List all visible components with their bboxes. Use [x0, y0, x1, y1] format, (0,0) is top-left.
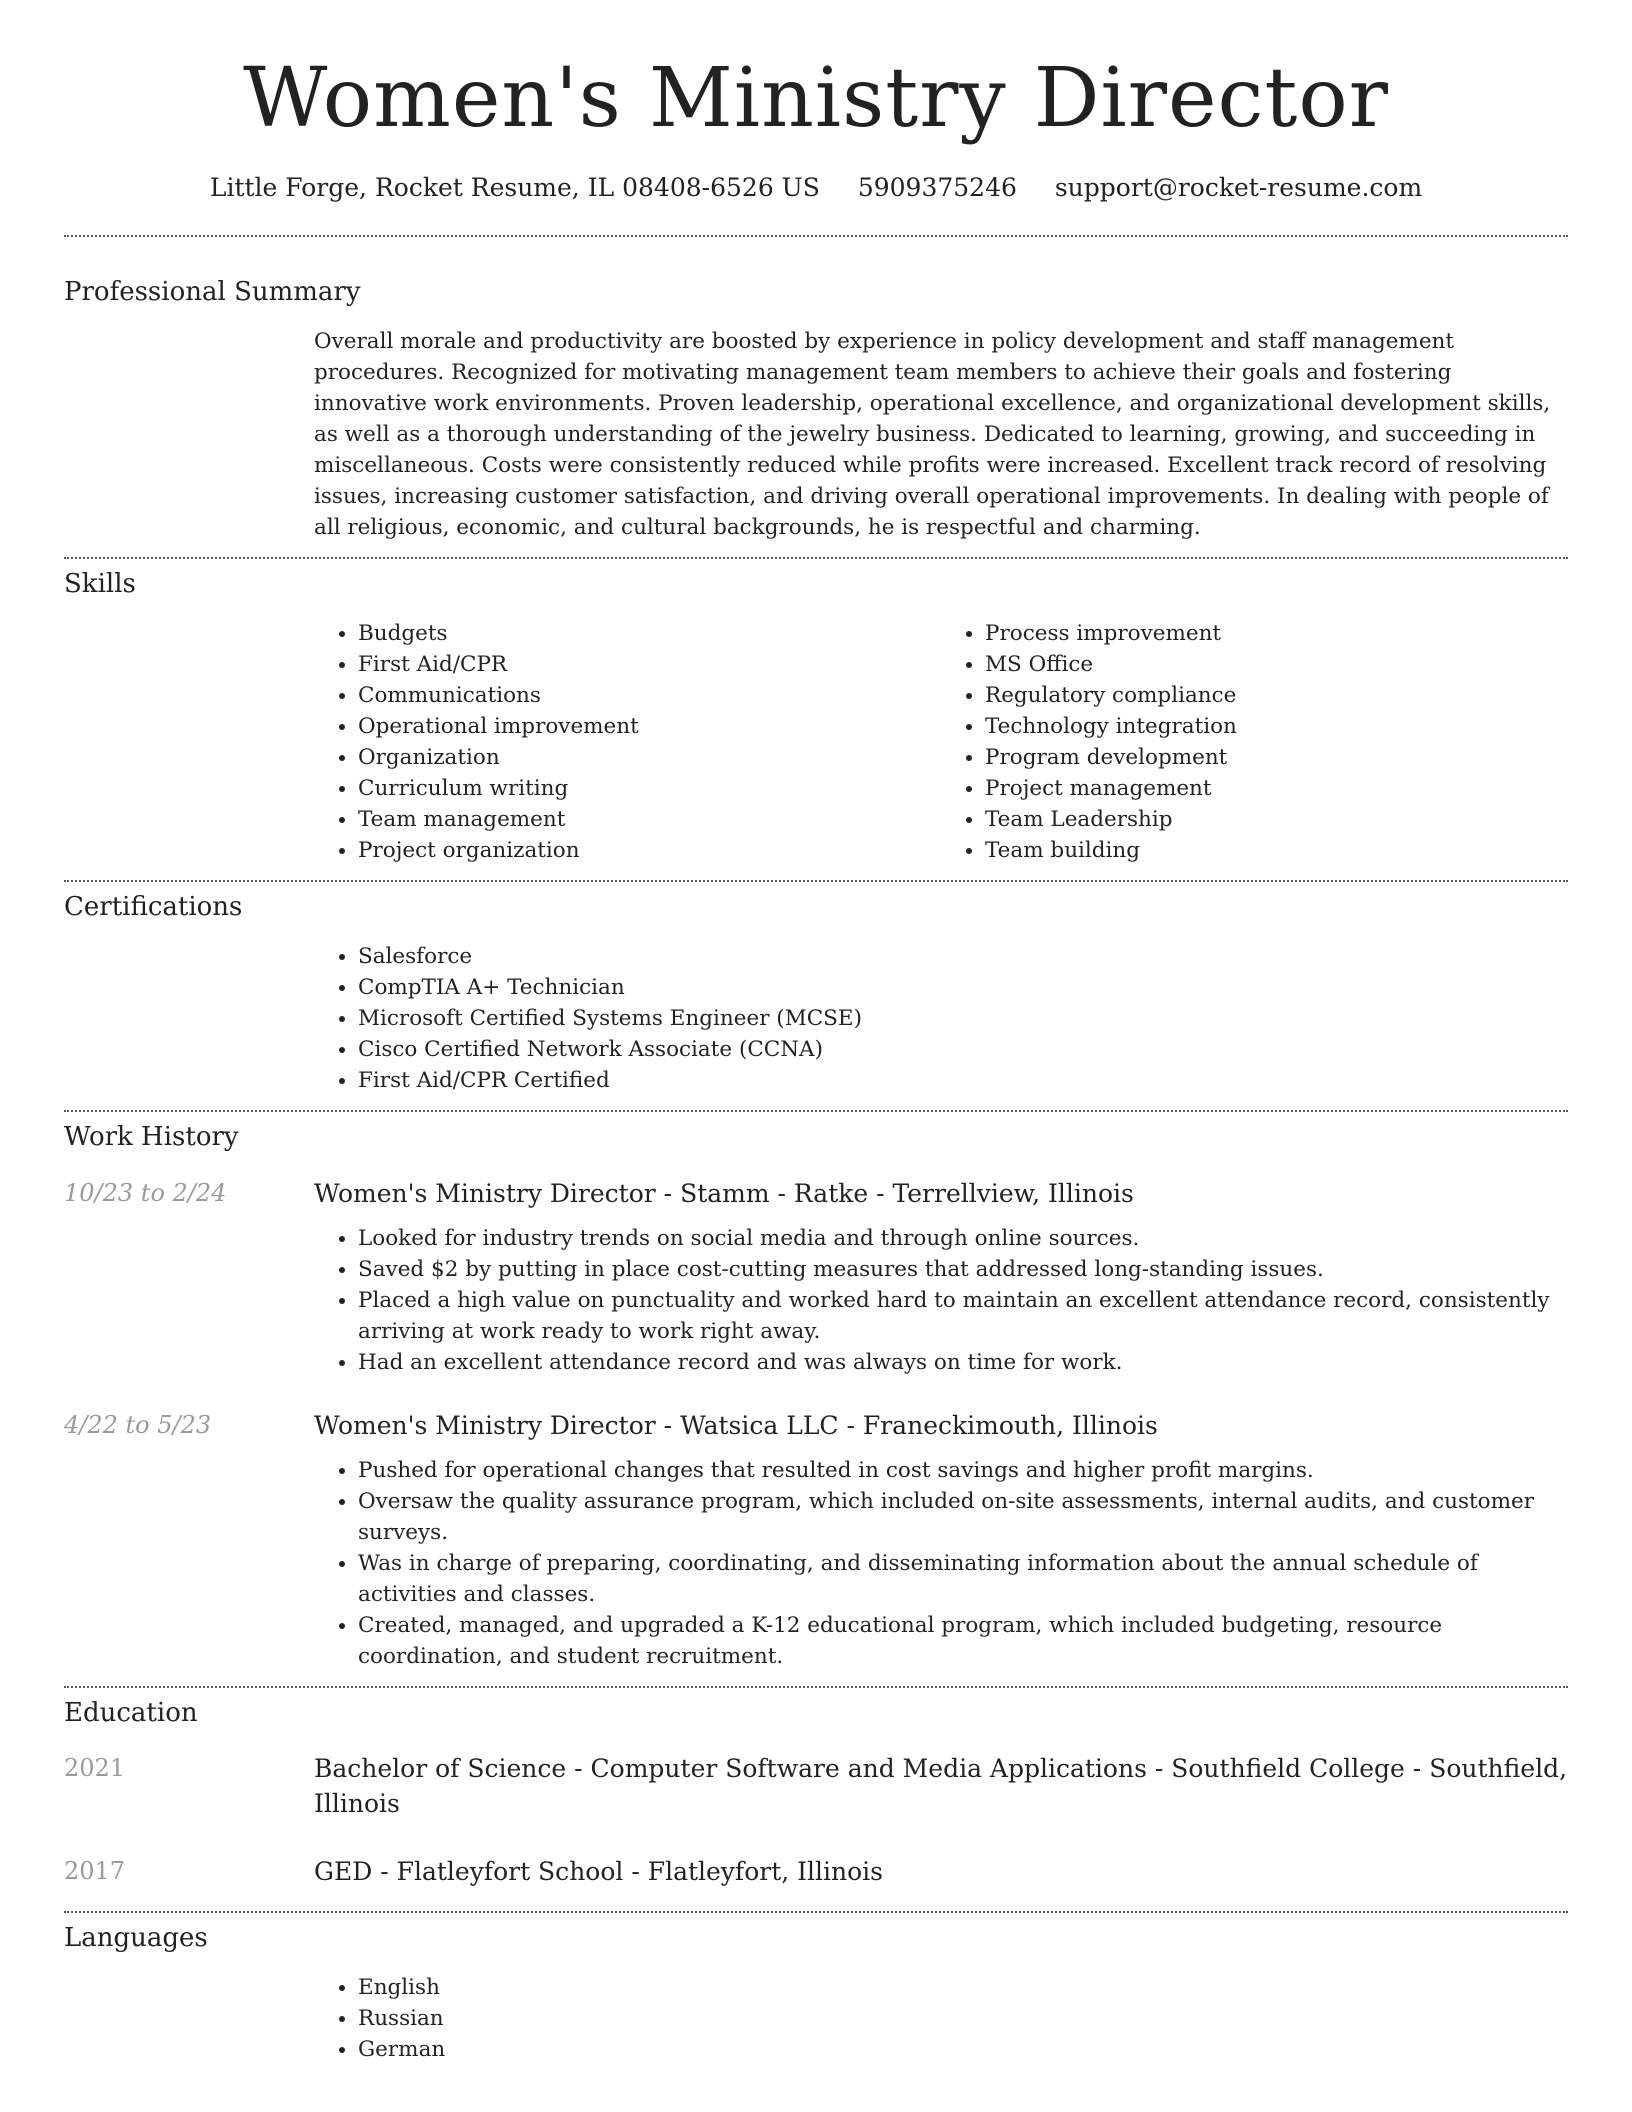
- skills-section: [64, 557, 1568, 866]
- work-history-heading: Work History: [64, 1122, 239, 1153]
- certifications-section: [64, 880, 1568, 1096]
- contact-email: support@rocket-resume.com: [1054, 173, 1423, 203]
- skills-list-right: [941, 618, 1568, 866]
- education-year: 2021: [64, 1753, 126, 1782]
- job-entry: [64, 1408, 1568, 1443]
- job-dates: 10/23 to 2/24: [64, 1178, 227, 1207]
- skill-item: • Budgets: [358, 618, 941, 649]
- education-heading: Education: [64, 1697, 198, 1728]
- certification-item: • CompTIA A+ Technician: [358, 972, 1568, 1003]
- language-item: • German: [358, 2034, 1568, 2065]
- contact-address: Little Forge, Rocket Resume, IL 08408-6526 US: [209, 173, 820, 203]
- skill-item: • Team building: [985, 835, 1568, 866]
- skill-item: • Curriculum writing: [358, 773, 941, 804]
- language-item: • English: [358, 1972, 1568, 2003]
- education-section: [64, 1686, 1568, 1889]
- certification-item: • Cisco Certified Network Associate (CCNA): [358, 1034, 1568, 1065]
- skill-item: • Project management: [985, 773, 1568, 804]
- job-bullet: • Placed a high value on punctuality and worked hard to maintain an excellent attendance record, consistently arriving at work ready to work right away.: [358, 1285, 1568, 1347]
- job-bullet: • Oversaw the quality assurance program, which included on-site assessments, internal audits, and customer surveys.: [358, 1486, 1568, 1548]
- skills-list-left: [314, 618, 941, 866]
- job-bullet: • Had an excellent attendance record and was always on time for work.: [358, 1347, 1568, 1378]
- skill-item: • Program development: [985, 742, 1568, 773]
- job-title: Women's Ministry Director - Watsica LLC - Franeckimouth, Illinois: [314, 1410, 1158, 1440]
- job-bullet: • Created, managed, and upgraded a K-12 educational program, which included budgeting, resource coordination, and student recruitment.: [358, 1610, 1568, 1672]
- skill-item: • First Aid/CPR: [358, 649, 941, 680]
- skill-item: • Organization: [358, 742, 941, 773]
- job-dates: 4/22 to 5/23: [64, 1410, 212, 1439]
- job-bullet: • Pushed for operational changes that resulted in cost savings and higher profit margins.: [358, 1455, 1568, 1486]
- skill-item: • Operational improvement: [358, 711, 941, 742]
- certifications-heading: Certifications: [64, 892, 243, 923]
- skill-item: • Project organization: [358, 835, 941, 866]
- skill-item: • Communications: [358, 680, 941, 711]
- languages-heading: Languages: [64, 1922, 208, 1953]
- certifications-list: [314, 941, 1568, 1096]
- job-bullet: • Saved $2 by putting in place cost-cutting measures that addressed long-standing issues.: [358, 1254, 1568, 1285]
- education-entry: [64, 1751, 1568, 1821]
- resume-page: [64, 0, 1568, 2065]
- skill-item: • MS Office: [985, 649, 1568, 680]
- summary-heading: Professional Summary: [64, 276, 361, 307]
- language-item: • Russian: [358, 2003, 1568, 2034]
- work-history-section: [64, 1110, 1568, 1671]
- education-year: 2017: [64, 1856, 126, 1885]
- contact-phone: 5909375246: [857, 173, 1017, 203]
- contact-line: [64, 172, 1568, 205]
- education-text: GED - Flatleyfort School - Flatleyfort, Illinois: [314, 1856, 883, 1886]
- languages-list: [314, 1972, 1568, 2065]
- certification-item: • First Aid/CPR Certified: [358, 1065, 1568, 1096]
- skill-item: • Team Leadership: [985, 804, 1568, 835]
- skill-item: • Technology integration: [985, 711, 1568, 742]
- education-entry: [64, 1854, 1568, 1889]
- languages-section: [64, 1911, 1568, 2065]
- summary-section: [64, 237, 1568, 543]
- job-entry: [64, 1176, 1568, 1211]
- job-bullet: • Looked for industry trends on social media and through online sources.: [358, 1223, 1568, 1254]
- job-title: Women's Ministry Director - Stamm - Ratke - Terrellview, Illinois: [314, 1178, 1134, 1208]
- job-bullets: [314, 1223, 1568, 1378]
- certification-item: • Salesforce: [358, 941, 1568, 972]
- education-text: Bachelor of Science - Computer Software and Media Applications - Southfield College - Southfield, Illinois: [314, 1753, 1568, 1818]
- certification-item: • Microsoft Certified Systems Engineer (MCSE): [358, 1003, 1568, 1034]
- skill-item: • Regulatory compliance: [985, 680, 1568, 711]
- skill-item: • Process improvement: [985, 618, 1568, 649]
- skill-item: • Team management: [358, 804, 941, 835]
- skills-heading: Skills: [64, 569, 136, 600]
- page-title: Women's Ministry Director: [243, 51, 1389, 146]
- job-bullets: [314, 1455, 1568, 1672]
- summary-text: Overall morale and productivity are boosted by experience in policy development and staff management procedures. Recognized for motivating management team members to achieve their goals and fostering innovative work environments. Proven leadership, operational excellence, and organizational development skills, as well as a thorough understanding of the jewelry business. Dedicated to learning, growing, and succeeding in miscellaneous. Costs were consistently reduced while profits were increased. Excellent track record of resolving issues, increasing customer satisfaction, and driving overall operational improvements. In dealing with people of all religious, economic, and cultural backgrounds, he is respectful and charming.: [314, 329, 1551, 541]
- job-bullet: • Was in charge of preparing, coordinating, and disseminating information about the annual schedule of activities and classes.: [358, 1548, 1568, 1610]
